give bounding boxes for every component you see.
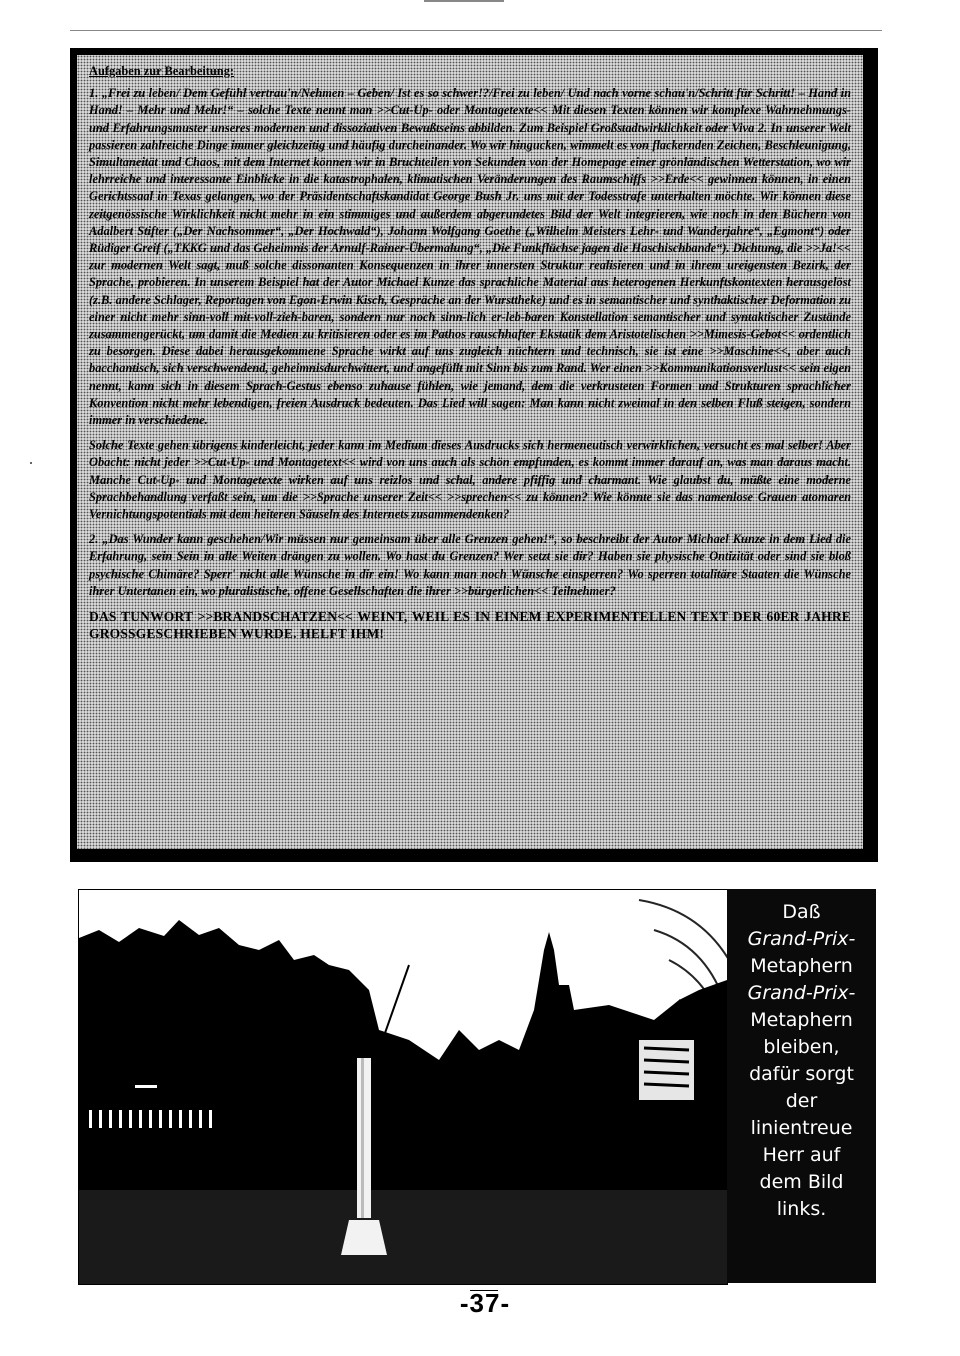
caption-line: Herr auf <box>762 1144 841 1166</box>
caption-line: bleiben, <box>763 1036 840 1058</box>
top-edge-mark <box>424 0 504 2</box>
photo-caption <box>727 889 876 1283</box>
photo-brandenburg-gate <box>78 889 728 1285</box>
caption-line: Metaphern <box>750 955 853 977</box>
caption-line: linientreue <box>750 1117 853 1139</box>
caption-line: dafür sorgt <box>749 1063 854 1085</box>
caption-line: der <box>785 1090 818 1112</box>
assignment-text-box <box>74 52 866 852</box>
caption-line: Grand-Prix- <box>747 928 856 950</box>
caption-line: links. <box>776 1198 827 1220</box>
top-rule <box>70 30 882 31</box>
caps-note: DAS TUNWORT >>BRANDSCHATZEN<< WEINT, WEIL ES IN EINEM EXPERIMENTELLEN TEXT DER 60ER JAHRE GROSSGESCHRIEBEN WURDE. HELFT IHM! <box>89 609 851 642</box>
photo-illustration <box>79 890 727 1284</box>
stray-dot <box>30 462 32 464</box>
caption-line: Daß <box>782 901 821 923</box>
assignment-heading: Aufgaben zur Bearbeitung: <box>89 64 235 78</box>
assignment-paragraph-3: 2. „Das Wunder kann geschehen/Wir müssen nur gemeinsam über alle Grenzen gehen!“, so beschreibt der Autor Michael Kunze in dem Lied die Erfahrung, sein Sein in alle Weiten drängen zu wollen. Wo hast du Grenzen? Wer setzt sie dir? Haben sie physische Ontizität oder sind sie bloß psychische Chimäre? Sperr' nicht alle Wünsche in dir ein! Wo kann man noch Wünsche einsperren? Wo sperren totalitäre Staaten die Wünsche ihrer Untertanen ein, wo pluralistische, offene Gesellschaften die ihrer >>bürgerlichen<< Teilnehmer? <box>89 532 851 598</box>
assignment-paragraph-1: 1. „Frei zu leben/ Dem Gefühl vertrau'n/Nehmen – Geben/ Ist es so schwer!?/Frei zu leben/ Und nach vorne schau'n/Schritt für Schritt! – Hand in Hand! – Mehr und Mehr!“ – solche Texte nennt man >>Cut-Up- oder Montagetexte<< Mit diesen Texten können wir komplexe Wahrnehmungs- und Erfahrungsmuster unseres modernen und dissoziativen Bewußtseins abbilden. Zum Beispiel Großstadtwirklichkeit oder Viva 2. In unserer Welt passieren zahlreiche Dinge immer gleichzeitig und häufig durcheinander. Wo wir hingucken, wimmelt es von flackernden Zeichen, Beschleunigung, Simultaneität und Chaos, mit dem Internet können wir in Bruchteilen von Sekunden von der Homepage einer grönländischen Wetterstation, wo wir lehrreiche und interessante Einblicke in die katastrophalen, klimatischen Veränderungen des Raumschiffs >>Erde<< gewinnen können, in einen Gerichtssaal in Texas gelangen, wo der Präsidentschaftskandidat George Bush Jr. uns mit der Todesstrafe unterhalten möchte. Wir können diese zeitgenössische Wirklichkeit nicht mehr in ein stimmiges und außerdem abgerundetes Bild der Welt integrieren, wie noch in den Büchern von Adalbert Stifter („Der Nachsommer“, „Der Hochwald“), Johann Wolfgang Goethe („Wilhelm Meisters Lehr- und Wanderjahre“, „Egmont“) oder Rüdiger Greif („TKKG und das Geheimnis der Arnulf-Rainer-Übermalung“, „Die Funkflüchse jagen die Haschischbande“). Dichtung, die >>Ja!<< zur modernen Welt sagt, muß solche dissonanten Konsequenzen in ihrer innersten Struktur realisieren und in ihrem ureigensten Bezirk, der Sprache, probieren. In unserem Beispiel hat der Autor Michael Kunze das sprachliche Material aus heterogenen Herkunftskontexten herausgelöst (z.B. andere Schlager, Reportagen von Egon-Erwin Kisch, Gespräche an der Wursttheke) und es in semantischer und synthaktischer Deformation zu einer nicht mehr sinn-voll mit-voll-zieh-baren, sondern nur noch sinn-lich er-leb-baren Konstellation semantischer und syntaktischer Zustände zusammengerückt, um damit die Medien zu kritisieren oder es im Pathos rauschhafter Ekstatik dem Aristotelischen >>Mimesis-Gebot<< ordentlich zu besorgen. Diese dabei herausgekommene Sprache wirkt auf uns zugleich nüchtern und technisch, sie ist eine >>Maschine<<, aber auch bacchantisch, sich verschwendend, geheimnisdurchwittert, und angefüllt mit Sinn bis zum Rand. Wer einen >>Kommunikationsverlust<< sein eigen nennt, kann sich in diesem Sprach-Gestus ebenso zuhause fühlen, wie jemand, dem die verkrusteten Formen und Strukturen sprachlicher Konvention nicht mehr lebendigen, freien Ausdruck bedeuten. Das Lied will sagen: Man kann nicht zweimal in den selben Fluß steigen, sondern immer in verschiedene. <box>89 86 851 428</box>
caption-line: dem Bild <box>759 1171 844 1193</box>
caption-line: Grand-Prix- <box>747 982 856 1004</box>
caption-line: Metaphern <box>750 1009 853 1031</box>
page-number: -37- <box>459 1288 511 1318</box>
assignment-paragraph-2: Solche Texte gehen übrigens kinderleicht, jeder kann im Medium dieses Ausdrucks sich hermeneutisch verwirklichen, versucht es mal selber! Aber Obacht: nicht jeder >>Cut-Up- und Montagetext<< wird von uns auch als schön empfunden, es kommt immer darauf an, was man daraus macht. Manche Cut-Up- und Montagetexte wirken auf uns reizlos und schal, andere pfiffig und charmant. Wie glaubst du, müßte eine moderne Sprachbehandlung verfaßt sein, um die >>Sprache unserer Zeit<< >>sprechen<< zu können? Wie könnte sie das namenlose Grauen atomaren Vernichtungspotentials mit dem heiteren Säuseln des Internets zusammendenken? <box>89 438 851 522</box>
